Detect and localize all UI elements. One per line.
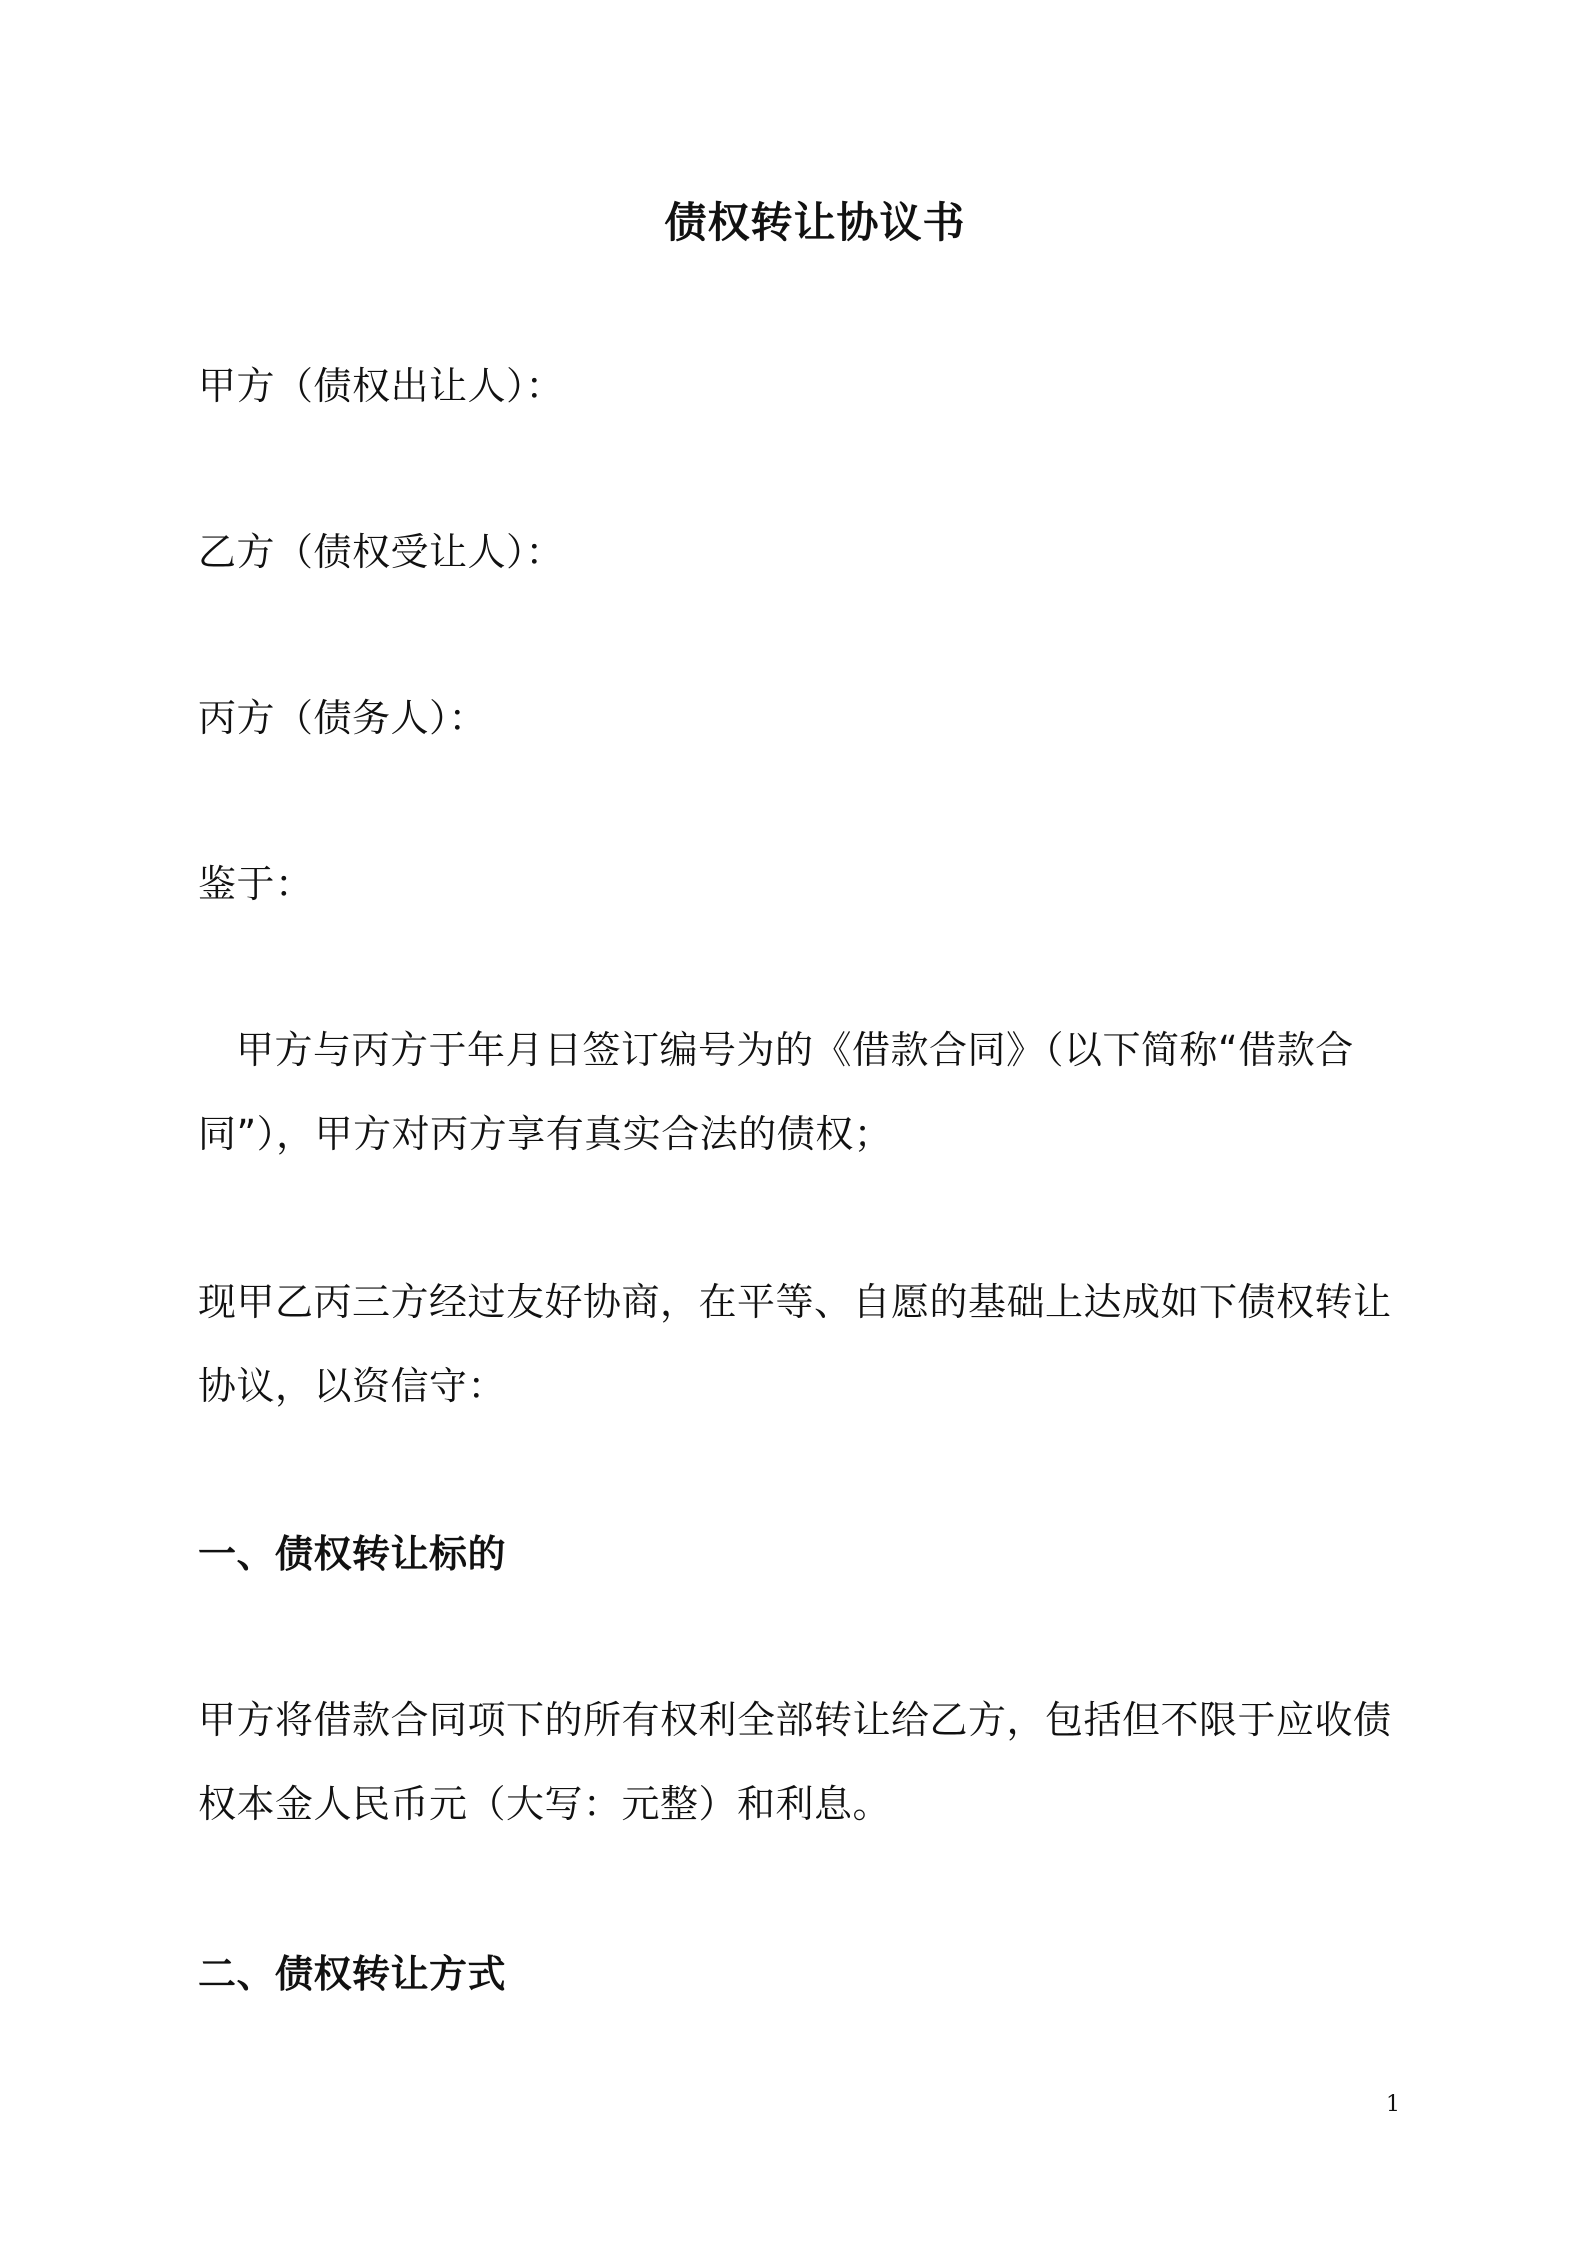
section-2-heading: 二、债权转让方式 [198, 1952, 507, 1996]
party-a-line: 甲方（债权出让人）： [198, 364, 565, 408]
document-title: 债权转让协议书 [664, 198, 966, 247]
page-number: 1 [1386, 2092, 1400, 2117]
party-b-line: 乙方（债权受让人）： [198, 530, 565, 574]
section-1-heading: 一、债权转让标的 [198, 1532, 507, 1576]
section-1-body: 甲方将借款合同项下的所有权利全部转让给乙方，包括但不限于应收债权本金人民币元（大写：元整）和利息。 [198, 1698, 1392, 1826]
whereas-heading: 鉴于： [198, 862, 314, 906]
whereas-paragraph: 甲方与丙方于年月日签订编号为的《借款合同》（以下简称“借款合同”），甲方对丙方享有真实合法的债权； [198, 1028, 1354, 1156]
party-c-line: 丙方（债务人）： [198, 696, 488, 740]
agreement-intro-paragraph: 现甲乙丙三方经过友好协商，在平等、自愿的基础上达成如下债权转让协议，以资信守： [198, 1280, 1392, 1408]
